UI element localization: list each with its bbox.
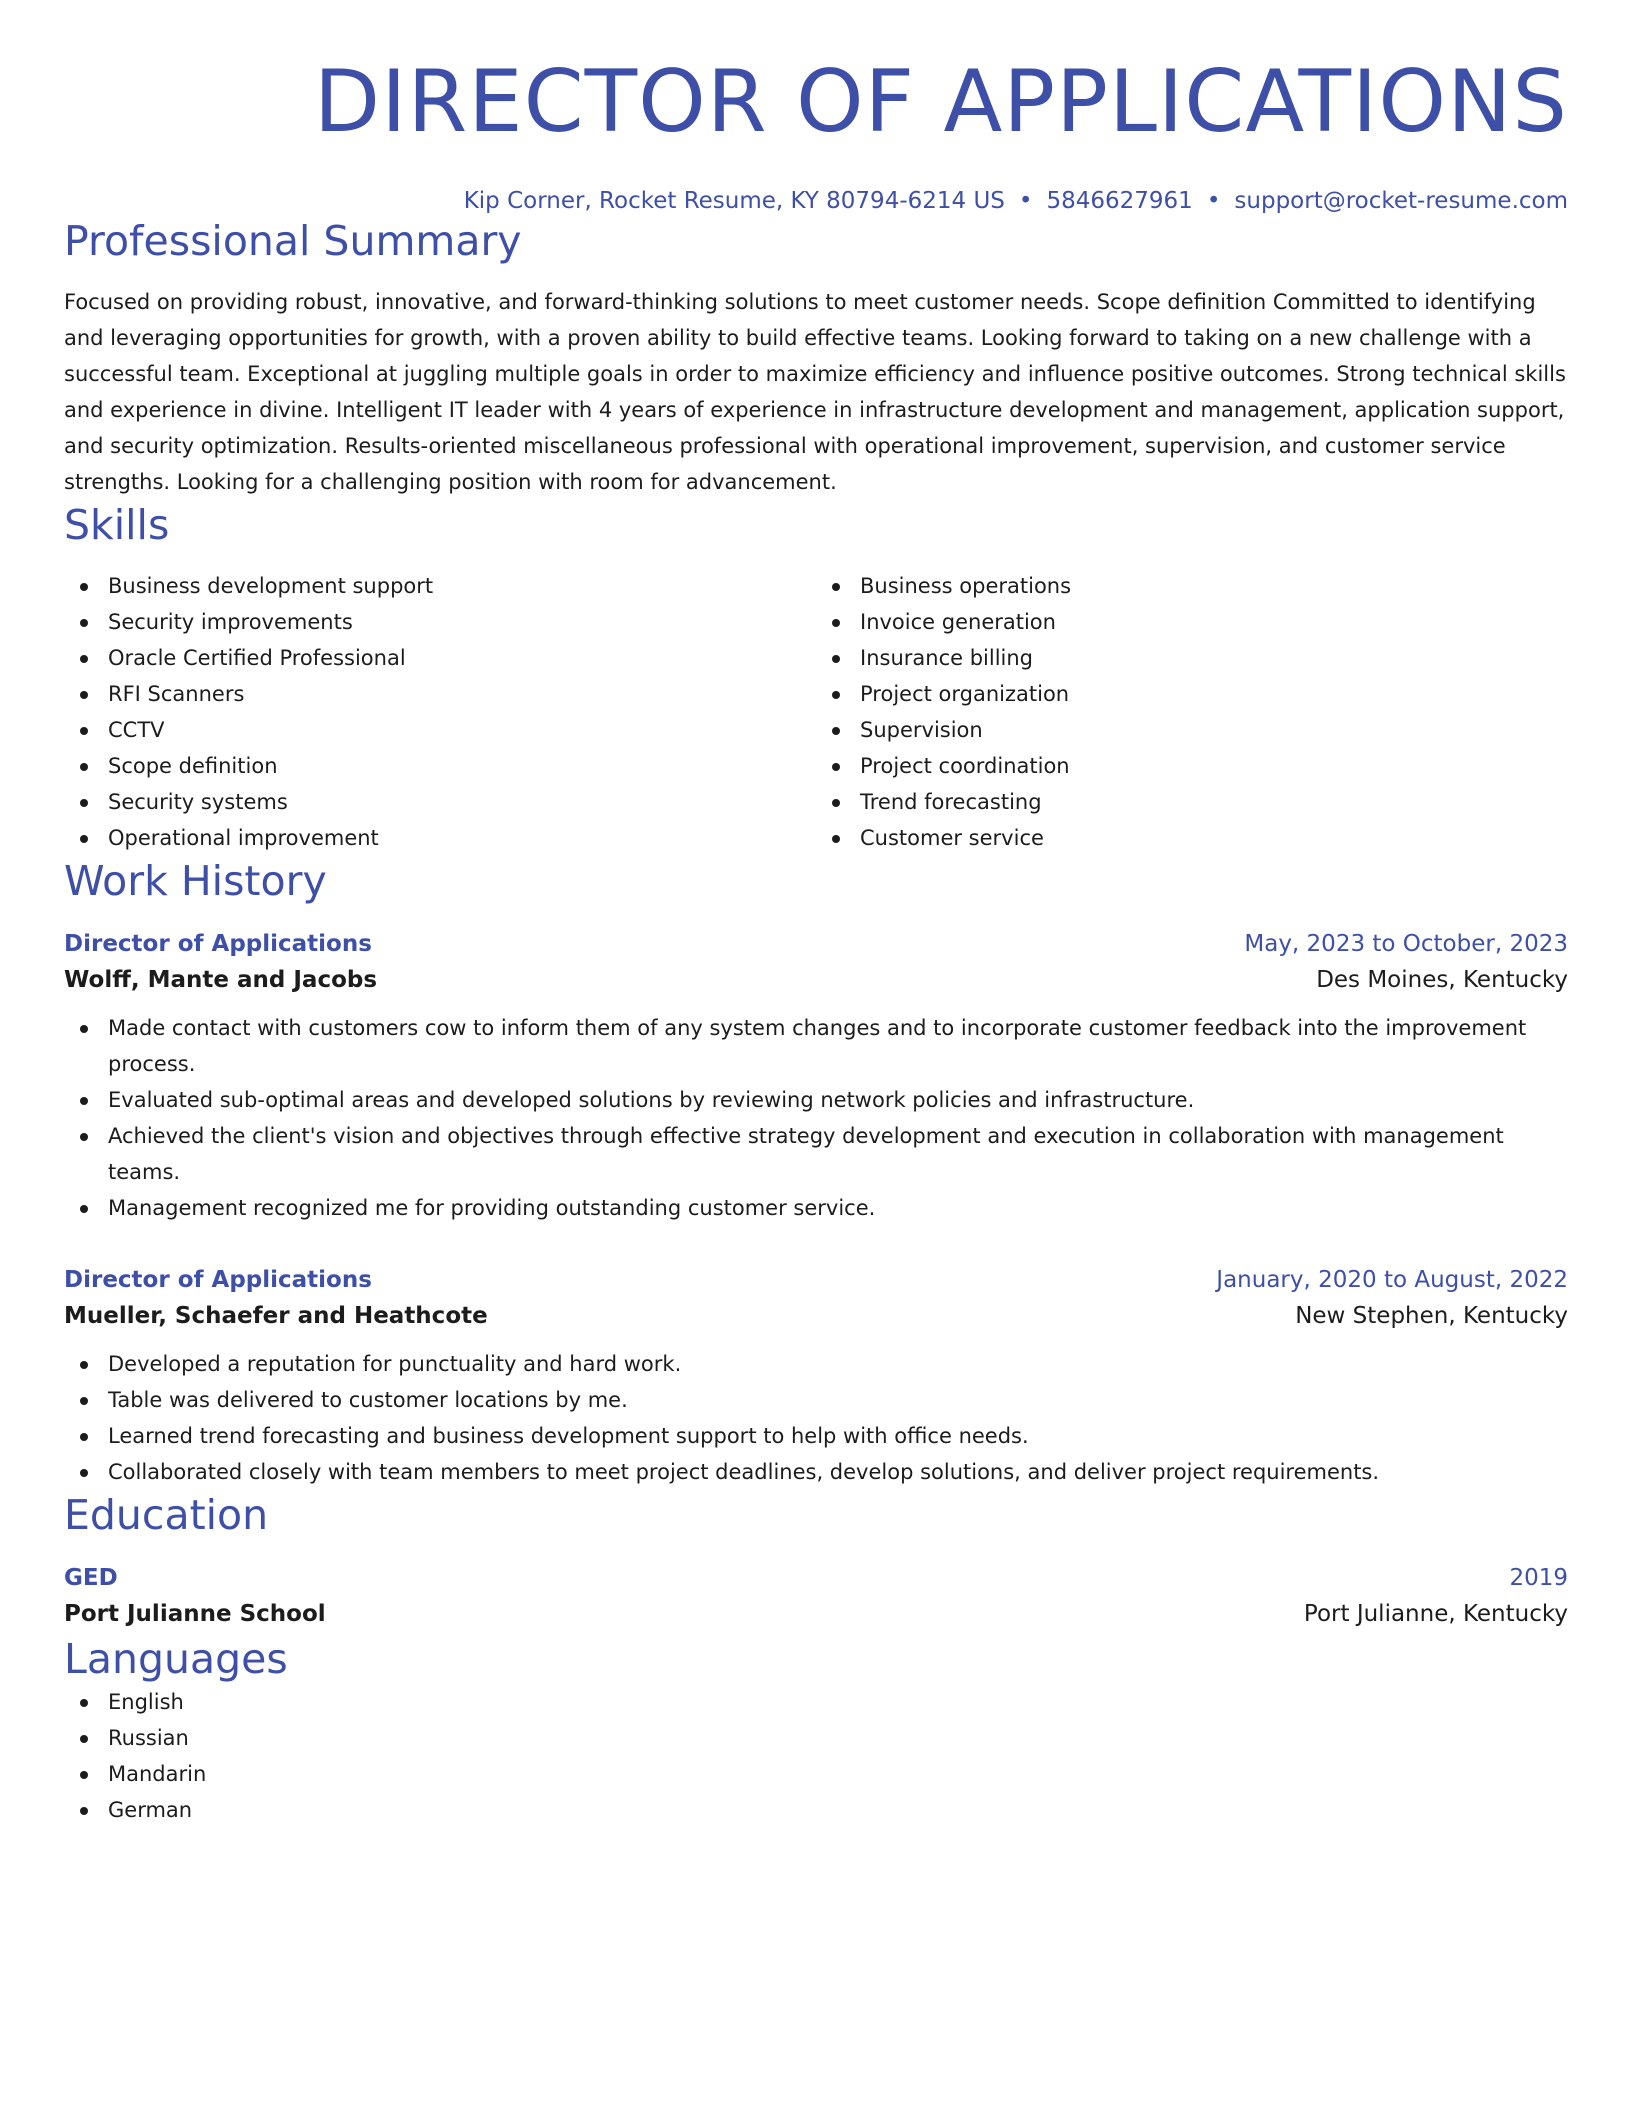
language-item: Russian	[64, 1720, 1568, 1756]
skill-item: Security improvements	[64, 604, 816, 640]
education-school: Port Julianne School	[64, 1601, 326, 1627]
contact-email[interactable]: support@rocket-resume.com	[1234, 188, 1568, 214]
education-year: 2019	[1509, 1565, 1568, 1591]
skill-item: CCTV	[64, 712, 816, 748]
resume-title: DIRECTOR OF APPLICATIONS	[313, 52, 1568, 152]
job-bullet: Made contact with customers cow to inform them of any system changes and to incorporate customer feedback into the improvement process.	[64, 1010, 1568, 1082]
skill-item: Insurance billing	[816, 640, 1568, 676]
skill-item: Security systems	[64, 784, 816, 820]
job-bullets	[64, 1010, 1568, 1226]
summary-heading: Professional Summary	[64, 217, 522, 265]
language-item: German	[64, 1792, 1568, 1828]
contact-separator: •	[1018, 188, 1033, 214]
job-company: Wolff, Mante and Jacobs	[64, 967, 378, 993]
work-history-heading: Work History	[64, 857, 327, 905]
skills-heading: Skills	[64, 501, 170, 549]
education-entry	[64, 1562, 1568, 1634]
education-location: Port Julianne, Kentucky	[1303, 1601, 1568, 1627]
skills-list-right	[816, 568, 1568, 856]
job-location: New Stephen, Kentucky	[1295, 1303, 1568, 1329]
job-title: Director of Applications	[64, 1267, 372, 1293]
skills-columns	[64, 568, 1568, 856]
skill-item: Operational improvement	[64, 820, 816, 856]
skill-item: Trend forecasting	[816, 784, 1568, 820]
contact-separator: •	[1206, 188, 1221, 214]
skill-item: Project coordination	[816, 748, 1568, 784]
skill-item: Invoice generation	[816, 604, 1568, 640]
job-entry	[64, 928, 1568, 1226]
job-bullets	[64, 1346, 1568, 1490]
skills-list-left	[64, 568, 816, 856]
job-dates: May, 2023 to October, 2023	[1244, 931, 1568, 957]
languages-list	[64, 1684, 1568, 1828]
job-company: Mueller, Schaefer and Heathcote	[64, 1303, 488, 1329]
skill-item: Business operations	[816, 568, 1568, 604]
skill-item: Business development support	[64, 568, 816, 604]
language-item: English	[64, 1684, 1568, 1720]
skill-item: Customer service	[816, 820, 1568, 856]
job-bullet: Evaluated sub-optimal areas and developed solutions by reviewing network policies and infrastructure.	[64, 1082, 1568, 1118]
skill-item: RFI Scanners	[64, 676, 816, 712]
languages-heading: Languages	[64, 1635, 288, 1683]
contact-line	[64, 186, 1568, 216]
job-bullet: Achieved the client's vision and objectives through effective strategy development and execution in collaboration with management teams.	[64, 1118, 1568, 1190]
job-dates: January, 2020 to August, 2022	[1216, 1267, 1568, 1293]
job-bullet: Management recognized me for providing outstanding customer service.	[64, 1190, 1568, 1226]
job-location: Des Moines, Kentucky	[1316, 967, 1568, 993]
education-heading: Education	[64, 1491, 269, 1539]
summary-text: Focused on providing robust, innovative, and forward-thinking solutions to meet customer needs. Scope definition Committed to identifying and leveraging opportunities for growth, with a proven ability to build effective teams. Looking forward to taking on a new challenge with a successful team. Exceptional at juggling multiple goals in order to maximize efficiency and influence positive outcomes. Strong technical skills and experience in divine. Intelligent IT leader with 4 years of experience in infrastructure development and management, application support, and security optimization. Results-oriented miscellaneous professional with operational improvement, supervision, and customer service strengths. Looking for a challenging position with room for advancement.	[64, 290, 1566, 494]
skill-item: Project organization	[816, 676, 1568, 712]
contact-phone: 5846627961	[1046, 188, 1193, 214]
skill-item: Scope definition	[64, 748, 816, 784]
language-item: Mandarin	[64, 1756, 1568, 1792]
job-entry	[64, 1264, 1568, 1490]
job-bullet: Table was delivered to customer locations by me.	[64, 1382, 1568, 1418]
job-title: Director of Applications	[64, 931, 372, 957]
job-bullet: Learned trend forecasting and business development support to help with office needs.	[64, 1418, 1568, 1454]
contact-address: Kip Corner, Rocket Resume, KY 80794-6214 US	[463, 188, 1005, 214]
job-bullet: Collaborated closely with team members to meet project deadlines, develop solutions, and deliver project requirements.	[64, 1454, 1568, 1490]
job-bullet: Developed a reputation for punctuality and hard work.	[64, 1346, 1568, 1382]
skill-item: Oracle Certified Professional	[64, 640, 816, 676]
education-degree: GED	[64, 1565, 118, 1591]
skill-item: Supervision	[816, 712, 1568, 748]
